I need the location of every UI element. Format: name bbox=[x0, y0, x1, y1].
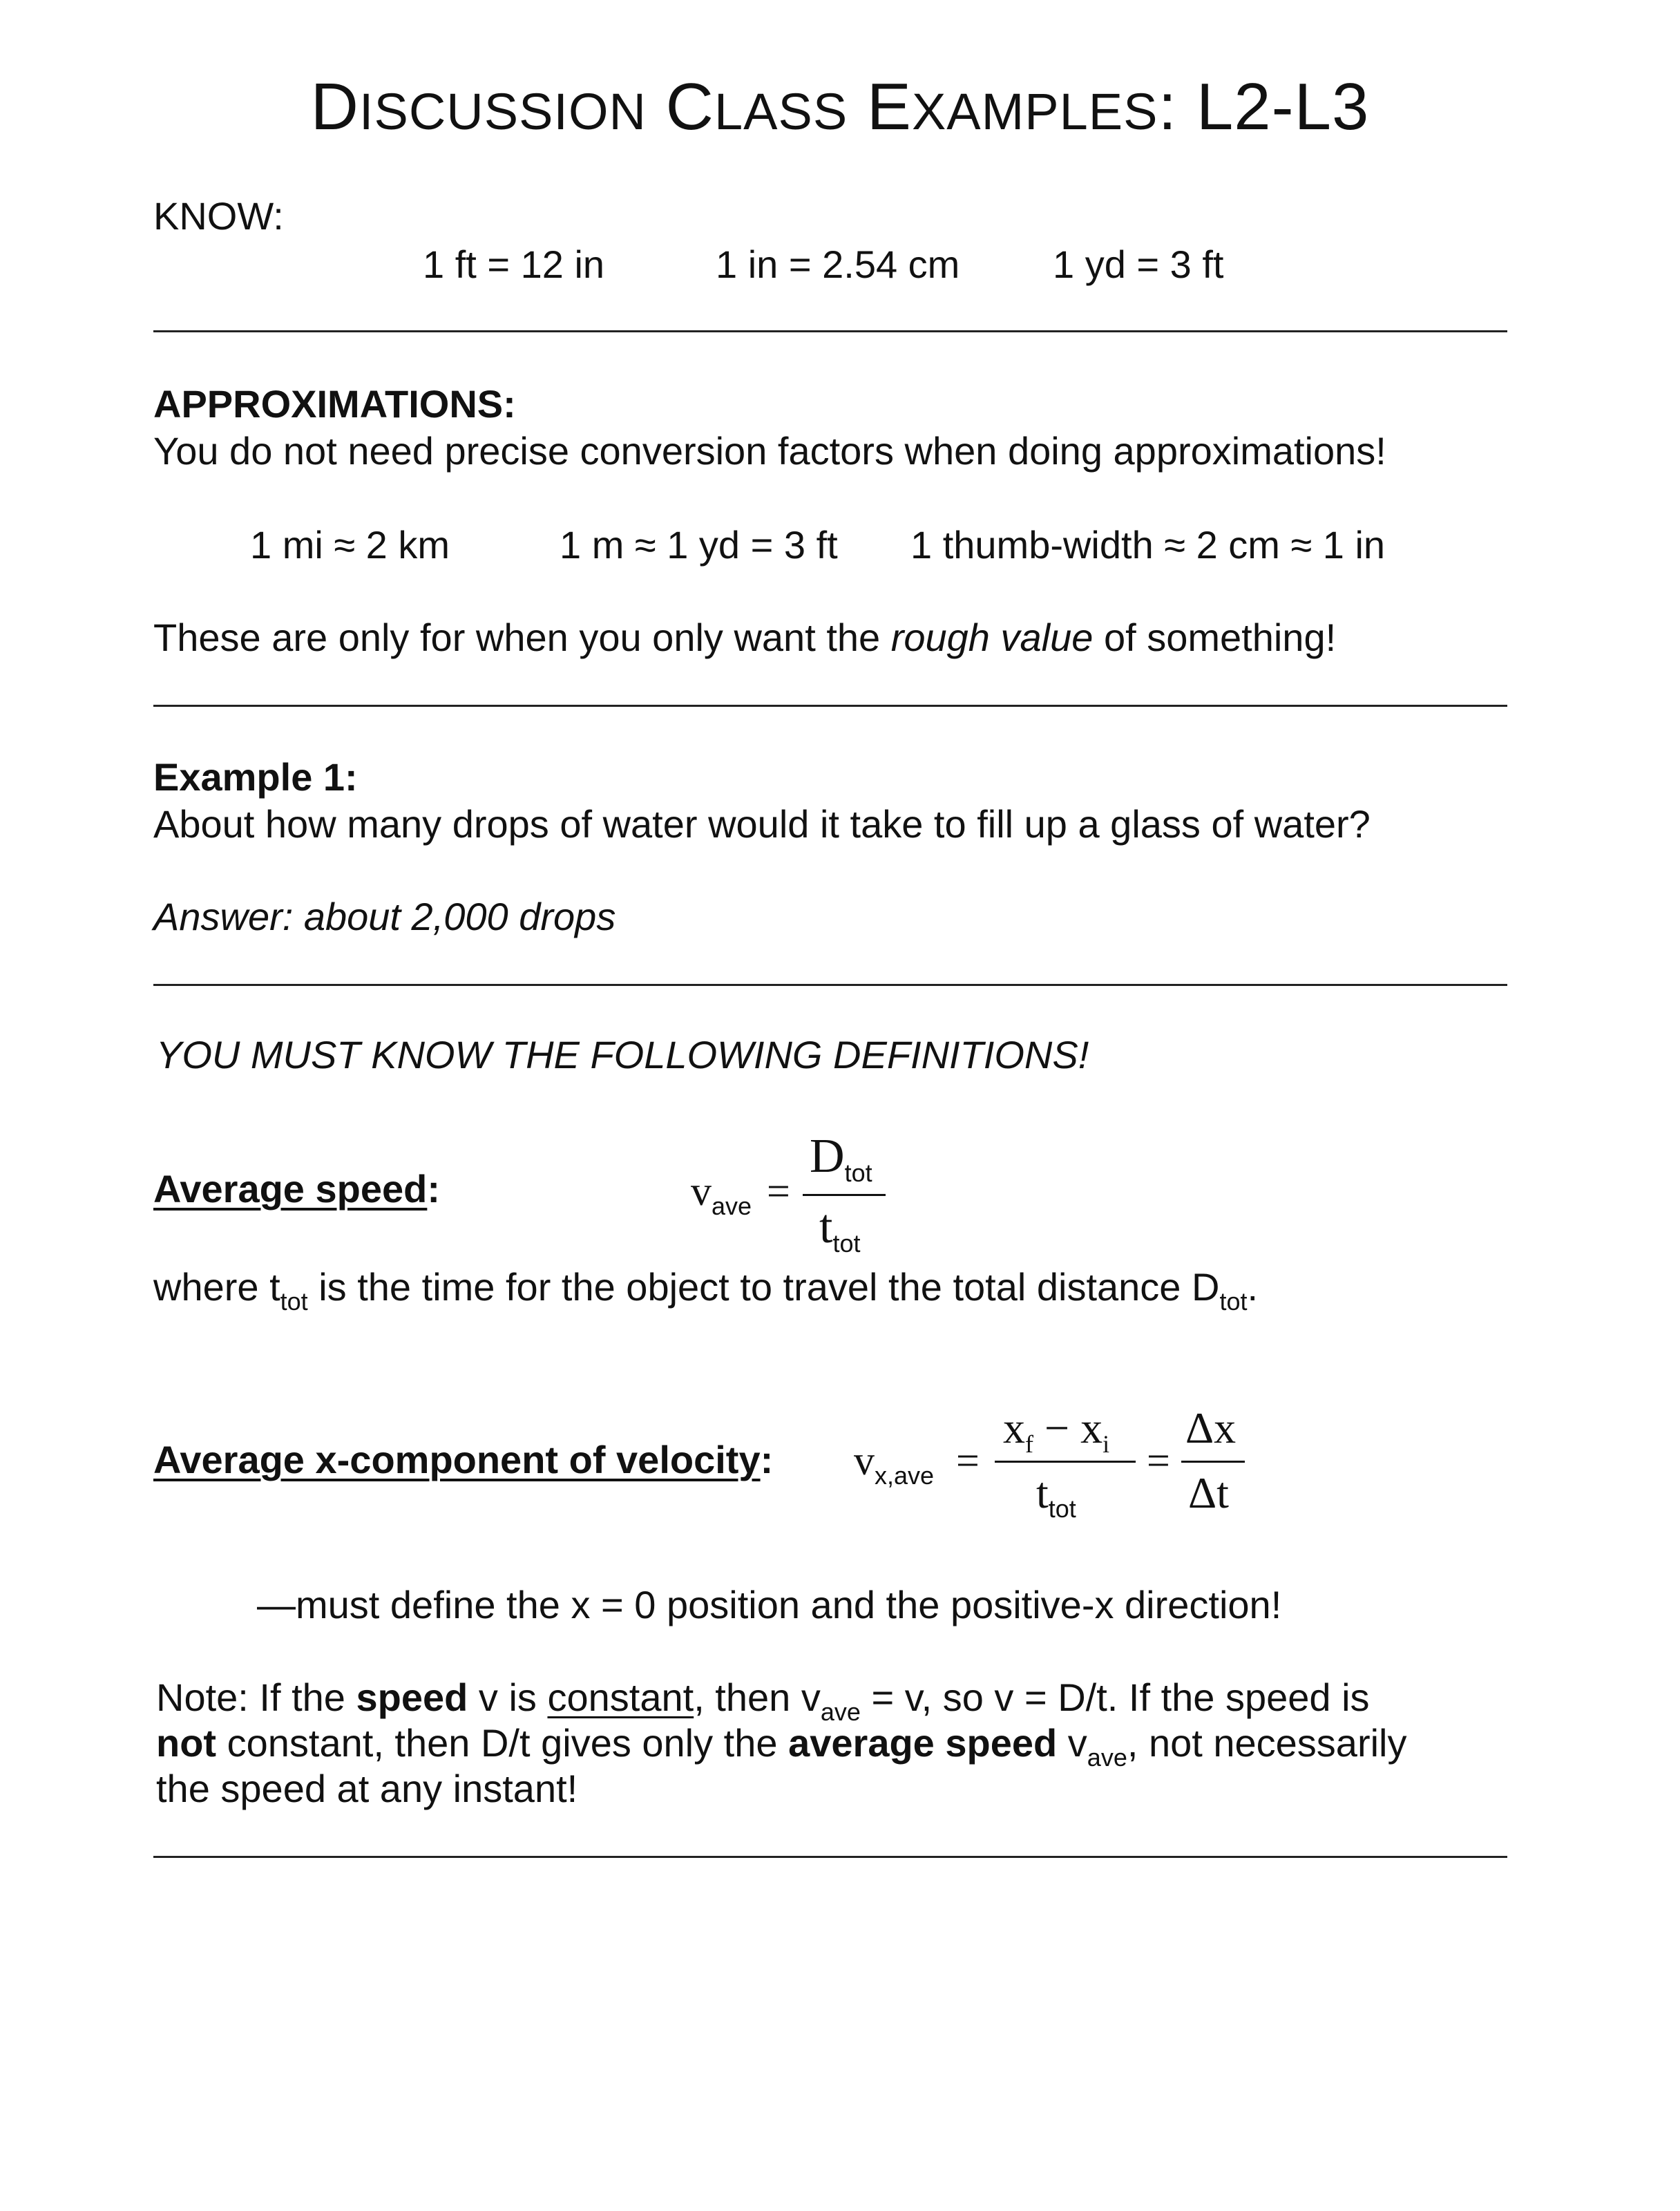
page-title: DISCUSSION CLASS EXAMPLES: L2-L3 bbox=[310, 70, 1370, 144]
know-fact-3: 1 yd = 3 ft bbox=[1053, 243, 1224, 286]
divider bbox=[153, 1856, 1507, 1858]
average-velocity-label: Average x-component of velocity: bbox=[153, 1438, 774, 1481]
speed-where-text: where $t_{tot}$ is the time for the object to travel the total distance $D_{tot}$. bbox=[153, 1265, 1259, 1316]
velocity-denominator: $t_{tot}$ bbox=[1036, 1468, 1076, 1523]
velocity-equals-2: = bbox=[1147, 1438, 1170, 1483]
speed-equals: = bbox=[767, 1168, 790, 1214]
speed-v: $v_{ave}$ bbox=[691, 1168, 752, 1220]
note-line-1: Note: If the speed v is constant, then $v_{ave} = v$, so v = D/t. If the speed is bbox=[156, 1676, 1370, 1726]
approximation-1: 1 mi ≈ 2 km bbox=[250, 523, 450, 567]
approximations-intro: You do not need precise conversion factors when doing approximations! bbox=[153, 429, 1386, 473]
approximations-note: These are only for when you only want the rough value of something! bbox=[153, 616, 1337, 659]
example-1-heading: Example 1: bbox=[153, 755, 358, 799]
approximations-heading: APPROXIMATIONS: bbox=[153, 382, 516, 426]
note-line-2: not constant, then D/t gives only the average speed $v_{ave}$, not necessarily bbox=[156, 1721, 1407, 1772]
note-line-3: the speed at any instant! bbox=[156, 1767, 578, 1810]
velocity-numerator: $x_f - x_i$ bbox=[1003, 1403, 1110, 1458]
average-speed-label: Average speed: bbox=[153, 1167, 441, 1211]
velocity-fraction-bar-1 bbox=[995, 1461, 1136, 1463]
divider bbox=[153, 984, 1507, 986]
know-fact-1: 1 ft = 12 in bbox=[423, 243, 605, 286]
definitions-banner: YOU MUST KNOW THE FOLLOWING DEFINITIONS! bbox=[156, 1033, 1089, 1076]
example-1-question: About how many drops of water would it take to fill up a glass of water? bbox=[153, 802, 1371, 846]
velocity-remark: —must define the x = 0 position and the positive-x direction! bbox=[257, 1583, 1282, 1626]
velocity-fraction-bar-2 bbox=[1181, 1461, 1245, 1463]
divider bbox=[153, 705, 1507, 707]
approximation-2: 1 m ≈ 1 yd = 3 ft bbox=[560, 523, 838, 567]
speed-denominator: $t_{tot}$ bbox=[819, 1200, 861, 1258]
velocity-equals-1: = bbox=[956, 1438, 980, 1483]
speed-numerator: $D_{tot}$ bbox=[810, 1130, 872, 1187]
divider bbox=[153, 330, 1507, 332]
know-fact-2: 1 in = 2.54 cm bbox=[716, 243, 960, 286]
velocity-delta-x: Δx bbox=[1185, 1403, 1237, 1452]
speed-fraction-bar bbox=[803, 1194, 886, 1196]
velocity-v: $v_{x,ave}$ bbox=[854, 1438, 935, 1490]
example-1-answer: Answer: about 2,000 drops bbox=[153, 895, 616, 938]
velocity-delta-t: Δt bbox=[1188, 1468, 1229, 1517]
approximation-3: 1 thumb-width ≈ 2 cm ≈ 1 in bbox=[910, 523, 1386, 567]
know-label: KNOW: bbox=[153, 194, 284, 238]
